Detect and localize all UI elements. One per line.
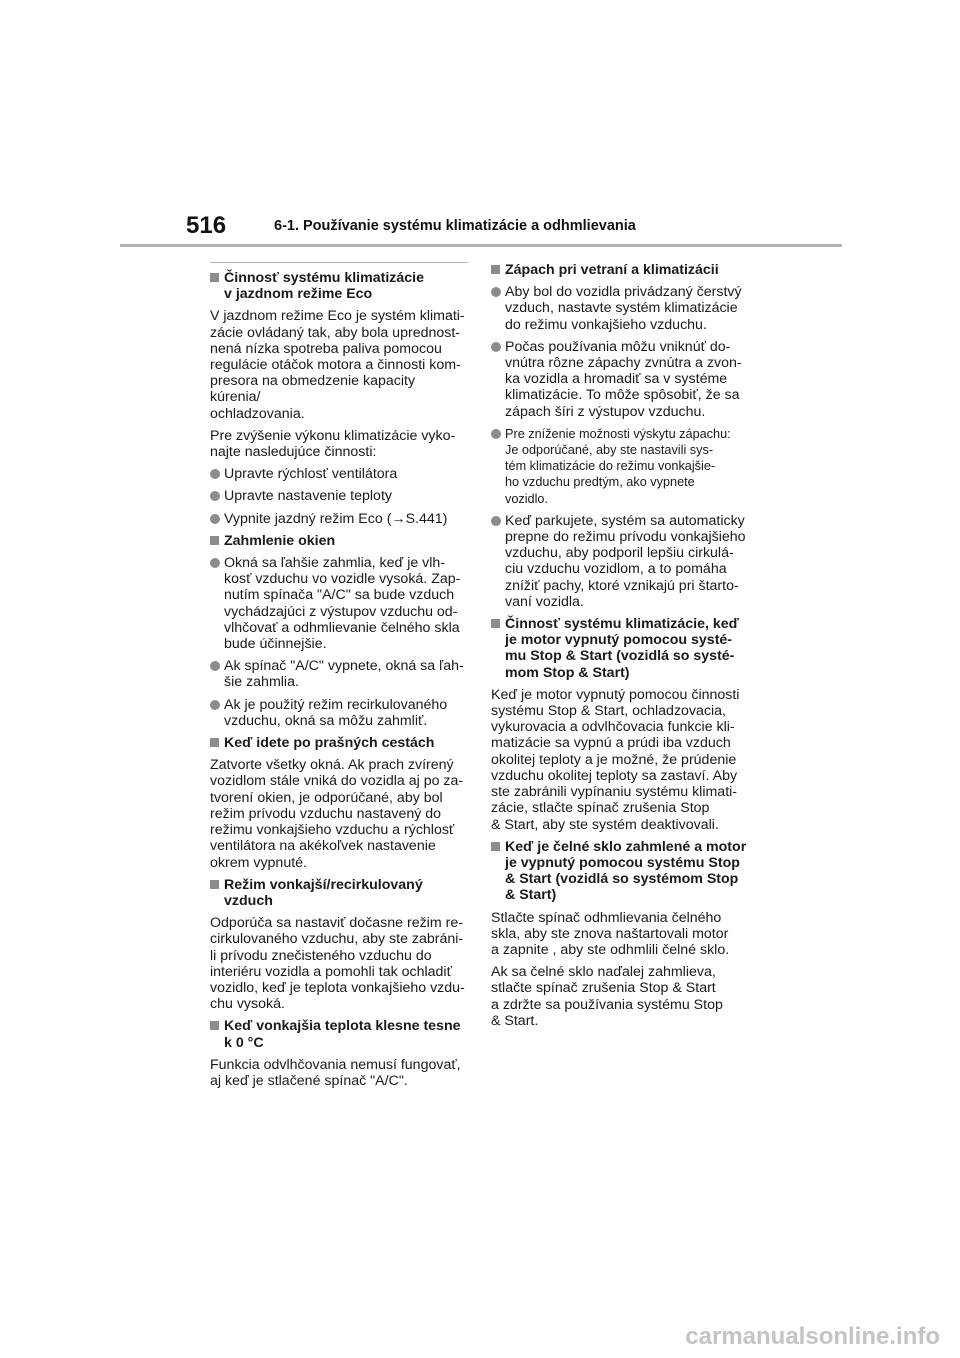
square-bullet-icon [210, 880, 219, 889]
section-heading: Činnosť systému klimatizácie, keď je motor vypnutý pomocou systé- mu Stop & Start (vozidlá so systé- mom Stop & Start) [491, 616, 749, 681]
bullet-item: Upravte rýchlosť ventilátora [210, 466, 468, 482]
paragraph: Odporúča sa nastaviť dočasne režim re- cirkulovaného vzduchu, aby ste zabráni- li prívodu znečisteného vzduchu do interiéru vozidla a pomohli tak ochladiť vozidlo, keď je teplota vonkajšieho vzdu- chu vysoká. [210, 915, 465, 1013]
circle-bullet-icon [210, 514, 220, 524]
bullet-item: Počas používania môžu vniknúť do- vnútra rôzne zápachy zvnútra a zvon- ka vozidla a hromadiť sa v systéme klimatizácie. To môže spôsobiť, že sa zápach šíri z výstupov vzduchu. [491, 339, 749, 420]
bullet-item: Ak je použitý režim recirkulovaného vzduchu, okná sa môžu zahmliť. [210, 697, 468, 729]
circle-bullet-icon [491, 342, 501, 352]
section-heading: Režim vonkajší/recirkulovaný vzduch [210, 877, 468, 909]
column-top-rule [210, 262, 468, 263]
bullet-item: Aby bol do vozidla privádzaný čerstvý vzduch, nastavte systém klimatizácie do režimu vonkajšieho vzduchu. [491, 284, 749, 333]
circle-bullet-icon [491, 429, 501, 439]
square-bullet-icon [210, 1021, 219, 1030]
section-heading: Zahmlenie okien [210, 533, 468, 549]
square-bullet-icon [210, 738, 219, 747]
right-column [491, 262, 749, 1035]
circle-bullet-icon [491, 287, 501, 297]
page-number: 516 [186, 212, 227, 239]
paragraph: Keď je motor vypnutý pomocou činnosti systému Stop & Start, ochladzovacia, vykurovacia a odvlhčovacia funkcie kli- matizácie sa vypnú a prúdi iba vzduch okolitej teploty a je možné, že prúdenie vzduchu okolitej teploty sa zastaví. Aby ste zabránili vypínaniu systému klimati- zácie, stlačte spínač zrušenia Stop & Start, aby ste systém deaktivovali. [491, 686, 740, 833]
paragraph: Funkcia odvlhčovania nemusí fungovať, aj keď je stlačené spínač "A/C". [210, 1056, 461, 1089]
section-heading: Keď idete po prašných cestách [210, 735, 468, 751]
circle-bullet-icon [491, 516, 501, 526]
left-column [210, 262, 468, 1095]
bullet-item: Ak spínač "A/C" vypnete, okná sa ľah- šie zahmlia. [210, 658, 468, 690]
paragraph: Stlačte spínač odhmlievania čelného skla, aby ste znova naštartovali motor a zapnite , aby ste odhmlili čelné sklo. [491, 909, 730, 958]
circle-bullet-icon [210, 469, 220, 479]
square-bullet-icon [491, 265, 500, 274]
bullet-item: Upravte nastavenie teploty [210, 488, 468, 504]
section-heading: Keď vonkajšia teplota klesne tesne k 0 °C [210, 1018, 468, 1050]
circle-bullet-icon [210, 558, 220, 568]
bullet-item: Keď parkujete, systém sa automaticky prepne do režimu prívodu vonkajšieho vzduchu, aby podporil lepšiu cirkulá- ciu vzduchu vozidlom, a to pomáha znížiť pachy, ktoré vznikajú pri štarto- vaní vozidla. [491, 513, 749, 610]
paragraph: Ak sa čelné sklo naďalej zahmlieva, stlačte spínač zrušenia Stop & Start a zdržte sa používania systému Stop & Start. [491, 964, 723, 1029]
circle-bullet-icon [210, 491, 220, 501]
square-bullet-icon [210, 273, 219, 282]
square-bullet-icon [210, 536, 219, 545]
paragraph: Pre zvýšenie výkonu klimatizácie vyko- najte nasledujúce činnosti: [210, 427, 456, 461]
square-bullet-icon [491, 619, 500, 628]
header-divider [120, 244, 842, 247]
bullet-item: Pre zníženie možnosti výskytu zápachu: Je odporúčané, aby ste nastavili sys- tém klimatizácie do režimu vonkajšie- ho vzduchu predtým, ako vypnete vozidlo. [491, 426, 749, 507]
section-heading: Činnosť systému klimatizácie v jazdnom režime Eco [210, 270, 468, 302]
watermark: carmanualsonline.info [685, 1323, 940, 1350]
paragraph: Zatvorte všetky okná. Ak prach zvírený vozidlom stále vniká do vozidla aj po za- tvorení okien, je odporúčané, aby bol režim prívodu vzduchu nastavený do režimu vonkajšieho vzduchu a rýchlosť ventilátora na akékoľvek nastavenie okrem vypnuté. [210, 757, 464, 871]
circle-bullet-icon [210, 661, 220, 671]
paragraph: V jazdnom režime Eco je systém klimati- zácie ovládaný tak, aby bola uprednost- nená nízka spotreba paliva pomocou regulácie otáčok motora a činnosti kom- presora na obmedzenie kapacity kúrenia/ ochladzovania. [210, 308, 465, 422]
page-header [120, 208, 840, 248]
chapter-title: 6-1. Používanie systému klimatizácie a odhmlievania [274, 218, 636, 234]
circle-bullet-icon [210, 700, 220, 710]
bullet-item: Okná sa ľahšie zahmlia, keď je vlh- kosť vzduchu vo vozidle vysoká. Zap- nutím spínača "A/C" sa bude vzduch vychádzajúci z výstupov vzduchu od- vlhčovať a odhmlievanie čelného skla bude účinnejšie. [210, 555, 468, 652]
bullet-item: Vypnite jazdný režim Eco (→S.441) [210, 511, 468, 527]
square-bullet-icon [491, 842, 500, 851]
section-heading: Zápach pri vetraní a klimatizácii [491, 262, 749, 278]
section-heading: Keď je čelné sklo zahmlené a motor je vypnutý pomocou systému Stop & Start (vozidlá so systémom Stop & Start) [491, 839, 749, 904]
